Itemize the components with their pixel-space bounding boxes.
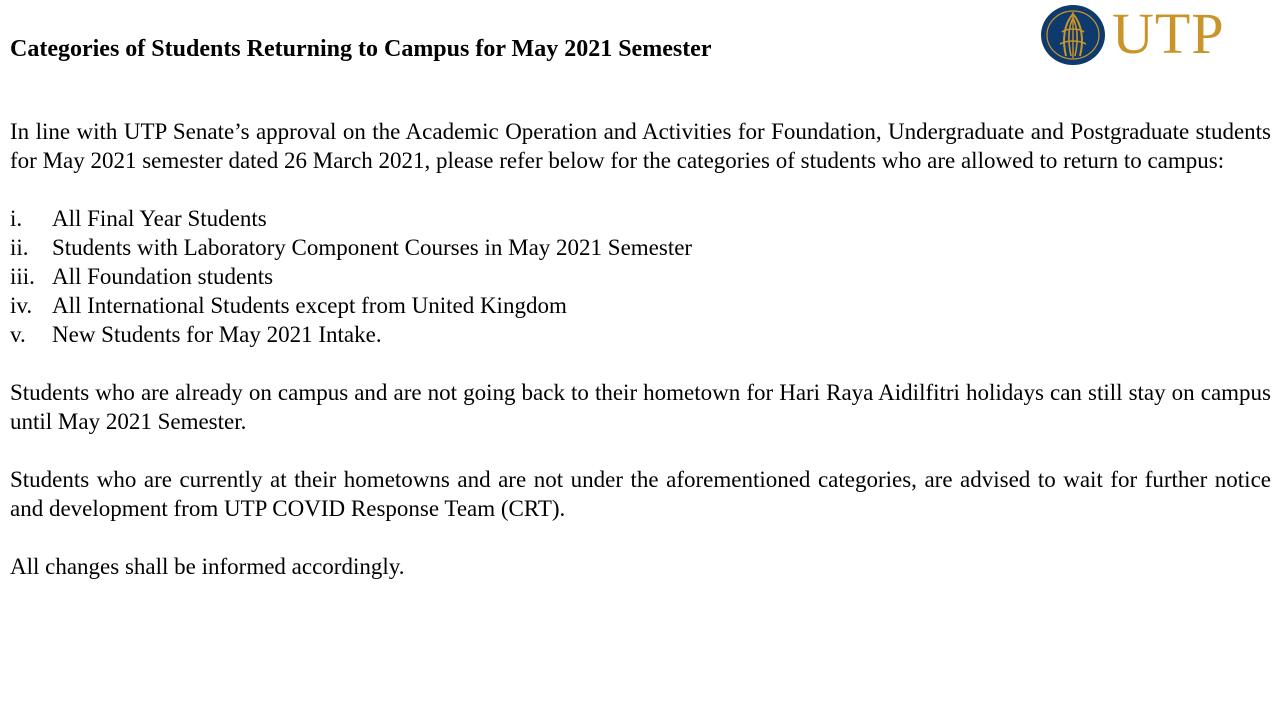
list-marker: ii. <box>10 235 29 260</box>
student-categories-list <box>10 204 1271 349</box>
list-item-text: All Final Year Students <box>52 206 267 231</box>
closing-paragraph: All changes shall be informed accordingly. <box>10 554 405 579</box>
list-item <box>10 291 1271 320</box>
list-item-text: All Foundation students <box>52 264 274 289</box>
hometown-paragraph: Students who are currently at their hometowns and are not under the aforementioned categories, are advised to wait for further notice and development from UTP COVID Response Team (CRT). <box>10 467 1271 521</box>
list-item <box>10 233 1271 262</box>
on-campus-paragraph: Students who are already on campus and are not going back to their hometown for Hari Raya Aidilfitri holidays can still stay on campus until May 2021 Semester. <box>10 380 1271 434</box>
list-marker: iii. <box>10 264 35 289</box>
list-item <box>10 262 1271 291</box>
utp-emblem-icon <box>1040 4 1108 66</box>
spacer <box>10 349 1271 378</box>
spacer <box>10 436 1271 465</box>
list-marker: iv. <box>10 293 33 318</box>
list-item-text: Students with Laboratory Component Courses in May 2021 Semester <box>52 235 693 260</box>
spacer <box>10 175 1271 204</box>
list-marker: v. <box>10 322 26 347</box>
list-item-text: All International Students except from United Kingdom <box>52 293 567 318</box>
utp-logo-text: UTP <box>1112 1 1225 66</box>
spacer <box>10 523 1271 552</box>
list-item <box>10 204 1271 233</box>
document-body <box>10 117 1271 581</box>
list-marker: i. <box>10 206 23 231</box>
utp-logo <box>1040 1 1272 66</box>
intro-paragraph: In line with UTP Senate’s approval on the Academic Operation and Activities for Foundation, Undergraduate and Postgraduate students for May 2021 semester dated 26 March 2021, please refer below for the categories of students who are allowed to return to campus: <box>10 119 1271 173</box>
list-item-text: New Students for May 2021 Intake. <box>52 322 382 347</box>
page-title: Categories of Students Returning to Campus for May 2021 Semester <box>10 36 712 62</box>
list-item <box>10 320 1271 349</box>
